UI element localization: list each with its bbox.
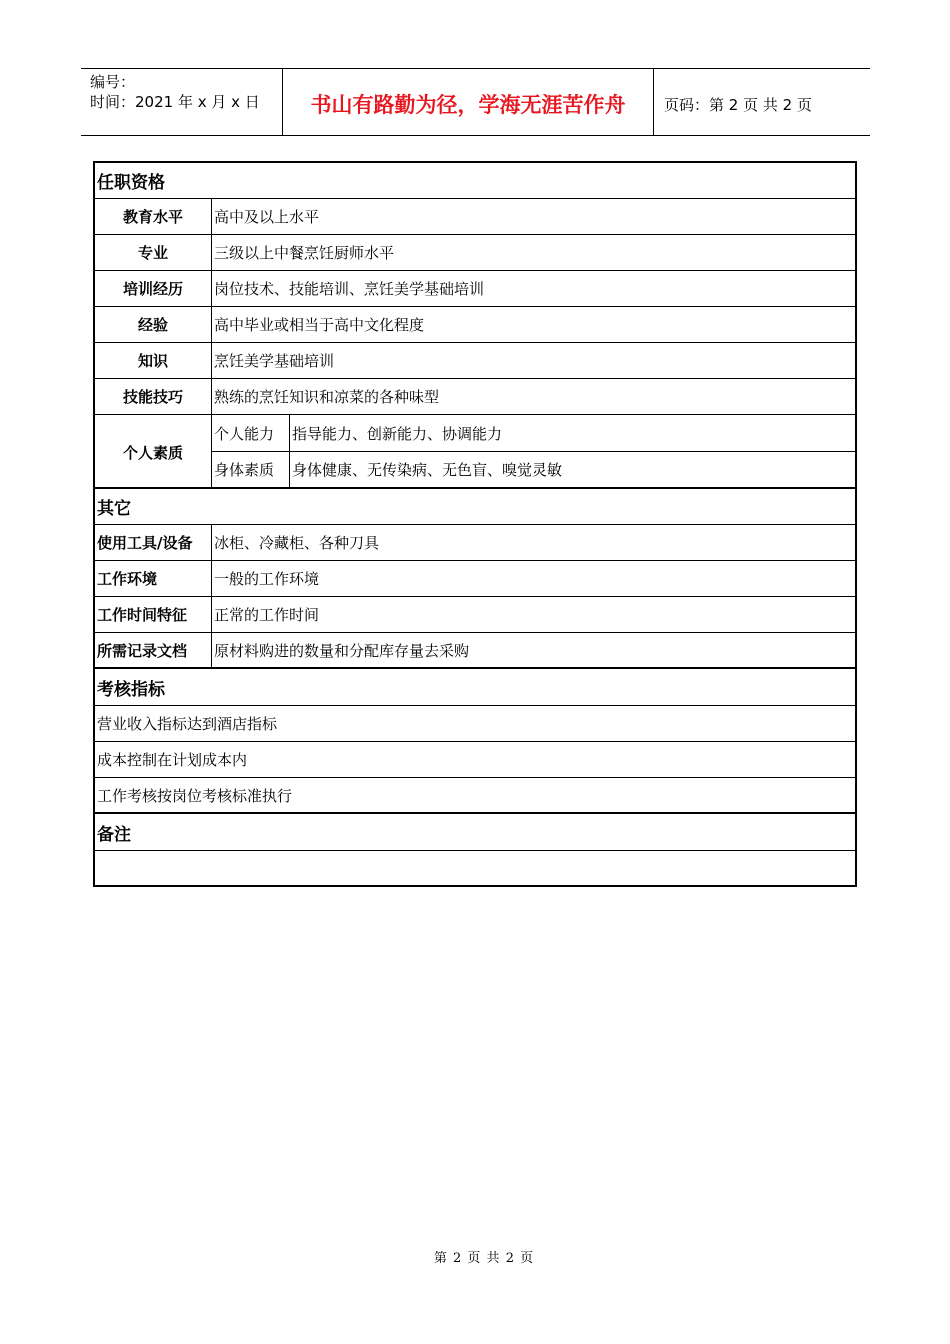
document-time-label: 时间：2021 年 x 月 x 日 <box>90 93 260 111</box>
assessment-item: 成本控制在计划成本内 <box>97 751 248 769</box>
section-title: 备注 <box>97 825 131 845</box>
table-row <box>95 379 855 415</box>
table-row <box>212 452 855 489</box>
table-row <box>95 561 855 597</box>
row-value: 原材料购进的数量和分配库存量去采购 <box>214 641 470 660</box>
row-value: 指导能力、创新能力、协调能力 <box>292 424 503 443</box>
table-row <box>95 597 855 633</box>
table-row <box>95 633 855 669</box>
row-value: 一般的工作环境 <box>214 570 320 588</box>
section-header-other <box>95 489 855 525</box>
table-row <box>95 343 855 379</box>
row-value: 高中毕业或相当于高中文化程度 <box>214 316 425 334</box>
section-header-assessment <box>95 670 855 706</box>
row-label: 所需记录文档 <box>95 633 212 667</box>
row-value: 正常的工作时间 <box>214 606 320 624</box>
assessment-item: 营业收入指标达到酒店指标 <box>97 715 278 733</box>
row-sublabel: 身体素质 <box>212 452 290 487</box>
row-value: 熟练的烹饪知识和凉菜的各种味型 <box>214 388 440 406</box>
table-row <box>212 415 855 452</box>
remarks-content-row <box>95 851 855 887</box>
list-item <box>95 742 855 778</box>
section-header-remarks <box>95 815 855 851</box>
list-item <box>95 778 855 814</box>
document-number-label: 编号： <box>90 73 136 91</box>
header-page-info: 页码：第 2 页 共 2 页 <box>664 95 812 114</box>
row-value: 岗位技术、技能培训、烹饪美学基础培训 <box>214 280 485 298</box>
section-title: 其它 <box>97 499 131 519</box>
row-value: 烹饪美学基础培训 <box>214 352 335 370</box>
section-title: 考核指标 <box>97 680 165 700</box>
row-value: 身体健康、无传染病、无色盲、嗅觉灵敏 <box>292 461 563 479</box>
header-meta <box>81 69 282 135</box>
page-footer: 第 2 页 共 2 页 <box>433 1251 535 1266</box>
row-label: 知识 <box>95 343 212 378</box>
row-value: 高中及以上水平 <box>214 208 320 226</box>
job-description-table <box>93 161 857 887</box>
row-label: 专业 <box>95 235 212 270</box>
row-label: 工作环境 <box>95 561 212 596</box>
row-label: 技能技巧 <box>95 379 212 414</box>
row-label: 工作时间特征 <box>95 597 212 632</box>
table-row <box>95 235 855 271</box>
row-sublabel: 个人能力 <box>212 415 290 451</box>
section-title: 任职资格 <box>97 173 165 193</box>
table-row <box>95 271 855 307</box>
header-motto: 书山有路勤为径，学海无涯苦作舟 <box>282 69 654 135</box>
row-value: 三级以上中餐烹饪厨师水平 <box>214 244 395 262</box>
row-label: 培训经历 <box>95 271 212 306</box>
personal-qualities-label: 个人素质 <box>95 415 212 489</box>
section-header-qualifications <box>95 163 855 199</box>
list-item <box>95 706 855 742</box>
table-row <box>95 307 855 343</box>
row-value: 冰柜、冷藏柜、各种刀具 <box>214 534 380 552</box>
row-label: 经验 <box>95 307 212 342</box>
row-label: 教育水平 <box>95 199 212 234</box>
row-label: 使用工具/设备 <box>95 525 212 560</box>
table-row <box>95 525 855 561</box>
table-row <box>95 199 855 235</box>
page-header <box>81 68 870 136</box>
assessment-item: 工作考核按岗位考核标准执行 <box>97 786 293 805</box>
